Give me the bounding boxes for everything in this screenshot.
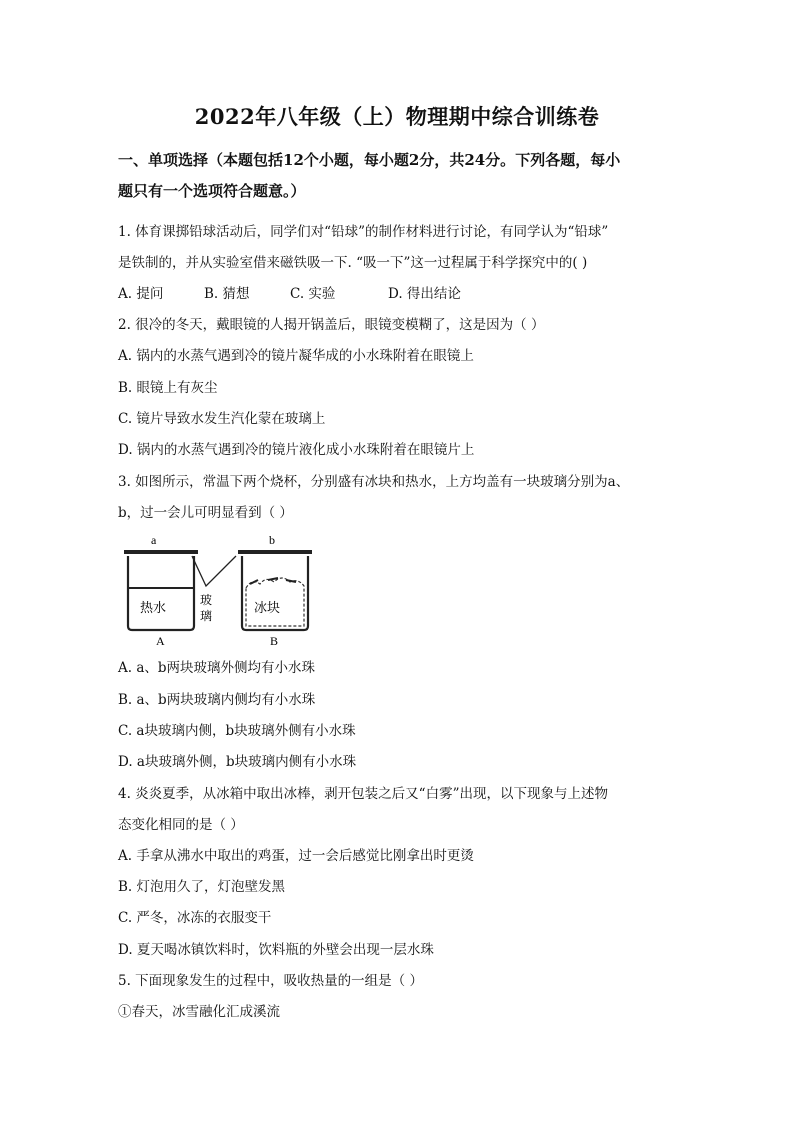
q2-option-b[interactable]: B. 眼镜上有灰尘 — [118, 380, 218, 396]
pointer-lines — [192, 556, 236, 586]
glass-word-1: 玻 — [200, 593, 213, 607]
q2-option-c[interactable]: C. 镜片导致水发生汽化蒙在玻璃上 — [118, 411, 326, 427]
q4-stem-line-1: 4. 炎炎夏季，从冰箱中取出冰棒，剥开包装之后又“白雾”出现，以下现象与上述物 — [118, 786, 608, 802]
glass-plate-b — [238, 550, 312, 554]
beaker-a-label: A — [156, 634, 165, 648]
glass-b-label: b — [269, 533, 275, 547]
q1-option-a[interactable]: A. 提问 — [118, 286, 164, 302]
beakers-figure — [118, 532, 318, 650]
q3-option-d[interactable]: D. a块玻璃外侧，b块玻璃内侧有小水珠 — [118, 754, 357, 770]
q2-option-d[interactable]: D. 锅内的水蒸气遇到冷的镜片液化成小水珠附着在眼镜片上 — [118, 442, 475, 458]
q3-option-a[interactable]: A. a、b两块玻璃外侧均有小水珠 — [118, 660, 316, 676]
q1-options — [118, 284, 684, 304]
q5-item-1: ①春天，冰雪融化汇成溪流 — [118, 1004, 280, 1020]
beakers-diagram — [118, 532, 318, 650]
beaker-b-label: B — [270, 634, 279, 648]
q1-stem-line-1: 1. 体育课掷铅球活动后，同学们对“铅球”的制作材料进行讨论，有同学认为“铅球” — [118, 224, 609, 240]
beaker-a — [128, 556, 194, 630]
q1-option-d[interactable]: D. 得出结论 — [388, 286, 461, 302]
q4-stem-line-2: 态变化相同的是（ ） — [118, 817, 244, 833]
q1-option-b[interactable]: B. 猜想 — [204, 286, 250, 302]
ice-label: 冰块 — [254, 601, 281, 616]
page-title: 2022年八年级（上）物理期中综合训练卷 — [194, 104, 600, 129]
q2-option-a[interactable]: A. 锅内的水蒸气遇到冷的镜片凝华成的小水珠附着在眼镜上 — [118, 348, 474, 364]
q4-option-d[interactable]: D. 夏天喝冰镇饮料时，饮料瓶的外壁会出现一层水珠 — [118, 942, 434, 958]
q2-stem: 2. 很冷的冬天，戴眼镜的人揭开锅盖后，眼镜变模糊了，这是因为（ ） — [118, 317, 545, 333]
section-heading-line-1: 一、单项选择（本题包括12个小题，每小题2分，共24分。下列各题，每小 — [118, 151, 621, 169]
q1-option-c[interactable]: C. 实验 — [290, 286, 336, 302]
q3-option-b[interactable]: B. a、b两块玻璃内侧均有小水珠 — [118, 692, 316, 708]
section-heading-line-2: 题只有一个选项符合题意。） — [118, 182, 306, 200]
q4-option-a[interactable]: A. 手拿从沸水中取出的鸡蛋，过一会后感觉比刚拿出时更烫 — [118, 848, 474, 864]
hot-water-label: 热水 — [140, 601, 167, 616]
beaker-b — [242, 556, 308, 630]
q3-stem-line-2: b，过一会儿可明显看到（ ） — [118, 505, 293, 521]
q3-option-c[interactable]: C. a块玻璃内侧，b块玻璃外侧有小水珠 — [118, 723, 356, 739]
glass-plate-a — [124, 550, 198, 554]
glass-a-label: a — [151, 533, 157, 547]
glass-word-2: 璃 — [200, 609, 213, 623]
q4-option-b[interactable]: B. 灯泡用久了，灯泡壁发黑 — [118, 879, 286, 895]
q5-stem: 5. 下面现象发生的过程中，吸收热量的一组是（ ） — [118, 973, 423, 989]
q4-option-c[interactable]: C. 严冬，冰冻的衣服变干 — [118, 910, 272, 926]
q3-stem-line-1: 3. 如图所示，常温下两个烧杯，分别盛有冰块和热水，上方均盖有一块玻璃分别为a、 — [118, 474, 630, 490]
q1-stem-line-2: 是铁制的，并从实验室借来磁铁吸一下. “吸一下”这一过程属于科学探究中的( ) — [118, 255, 588, 271]
